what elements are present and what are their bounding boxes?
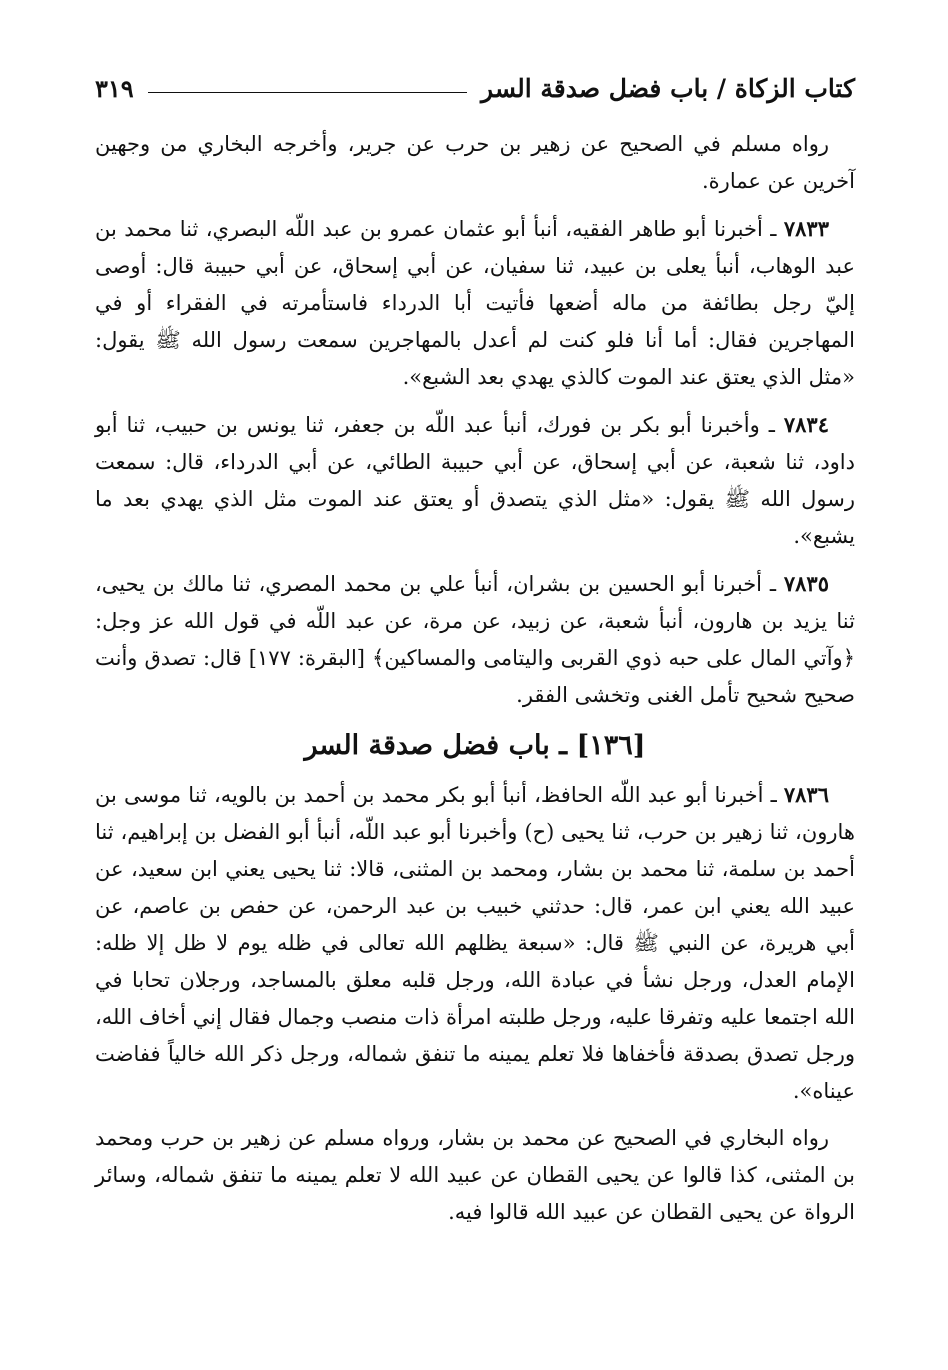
chapter-heading: [١٣٦] ـ باب فضل صدقة السر xyxy=(304,730,646,761)
hadith-number: ٧٨٣٤ xyxy=(783,412,829,437)
hadith-7836 xyxy=(95,776,855,1110)
hadith-7835 xyxy=(95,565,855,714)
hadith-7833 xyxy=(95,210,855,396)
running-header xyxy=(95,70,855,106)
body-text xyxy=(95,126,855,1241)
paragraph-narration-note xyxy=(95,126,855,200)
hadith-text: ـ أخبرنا أبو عبد اللّه الحافظ، أنبأ أبو بكر محمد بن أحمد بن بالويه، ثنا موسى بن هارون، ثنا زهير بن حرب، ثنا يحيى (ح) وأخبرنا أبو عبد اللّه، أنبأ أبو الفضل بن إبراهيم، ثنا أحمد بن سلمة، ثنا محمد بن بشار، ومحمد بن المثنى، قالا: ثنا يحيى يعني ابن سعيد، عن عبيد الله يعني ابن عمر، قال: حدثني خبيب بن عبد الرحمن، عن حفص بن عاصم، عن أبي هريرة، عن النبي ﷺ قال: «سبعة يظلهم الله تعالى في ظله يوم لا ظل إلا ظله: الإمام العدل، ورجل نشأ في عبادة الله، ورجل قلبه معلق بالمساجد، ورجلان تحابا في الله اجتمعا عليه وتفرقا عليه، ورجل طلبته امرأة ذات منصب وجمال فقال إني أخاف الله، ورجل تصدق بصدقة فأخفاها فلا تعلم يمينه ما تنفق شماله، ورجل ذكر الله خالياً ففاضت عيناه». xyxy=(95,783,855,1103)
hadith-number: ٧٨٣٦ xyxy=(783,782,829,807)
paragraph-narration-note xyxy=(95,1120,855,1231)
hadith-number: ٧٨٣٥ xyxy=(783,571,829,596)
hadith-text: ـ وأخبرنا أبو بكر بن فورك، أنبأ عبد اللّه بن جعفر، ثنا يونس بن حبيب، ثنا أبو داود، ثنا شعبة، عن أبي إسحاق، عن أبي حبيبة الطائي، عن أبي الدرداء، قال: سمعت رسول الله ﷺ يقول: «مثل الذي يتصدق أو يعتق عند الموت مثل الذي يهدي بعد ما يشبع». xyxy=(95,413,855,548)
page-number: ٣١٩ xyxy=(95,73,134,103)
running-header-title: كتاب الزكاة / باب فضل صدقة السر xyxy=(481,73,855,103)
hadith-text: ـ أخبرنا أبو طاهر الفقيه، أنبأ أبو عثمان عمرو بن عبد اللّه البصري، ثنا محمد بن عبد الوهاب، أنبأ يعلى بن عبيد، ثنا سفيان، عن أبي إسحاق، عن أبي حبيبة قال: أوصى إليّ رجل بطائفة من ماله أضعها فأتيت أبا الدرداء فاستأمرته في الفقراء أو في المهاجرين فقال: أما أنا فلو كنت لم أعدل بالمهاجرين سمعت رسول الله ﷺ يقول: «مثل الذي يعتق عند الموت كالذي يهدي بعد الشبع». xyxy=(95,217,855,389)
paragraph-text: رواه البخاري في الصحيح عن محمد بن بشار، ورواه مسلم عن زهير بن حرب ومحمد بن المثنى، كذا قالوا عن يحيى القطان عن عبيد الله لا تعلم يمينه ما تنفق شماله، وسائر الرواة عن يحيى القطان عن عبيد الله قالوا فيه. xyxy=(95,1126,855,1224)
hadith-number: ٧٨٣٣ xyxy=(783,216,829,241)
hadith-text: ـ أخبرنا أبو الحسين بن بشران، أنبأ علي بن محمد المصري، ثنا مالك بن يحيى، ثنا يزيد بن هارون، أنبأ شعبة، عن زبيد، عن مرة، عن عبد اللّه في قول الله عز وجل: ﴿وآتي المال على حبه ذوي القربى واليتامى والمساكين﴾ [البقرة: ١٧٧] قال: تصدق وأنت صحيح شحيح تأمل الغنى وتخشى الفقر. xyxy=(95,572,855,707)
header-rule xyxy=(148,92,467,93)
paragraph-text: رواه مسلم في الصحيح عن زهير بن حرب عن جرير، وأخرجه البخاري من وجهين آخرين عن عمارة. xyxy=(95,132,855,193)
hadith-7834 xyxy=(95,406,855,555)
